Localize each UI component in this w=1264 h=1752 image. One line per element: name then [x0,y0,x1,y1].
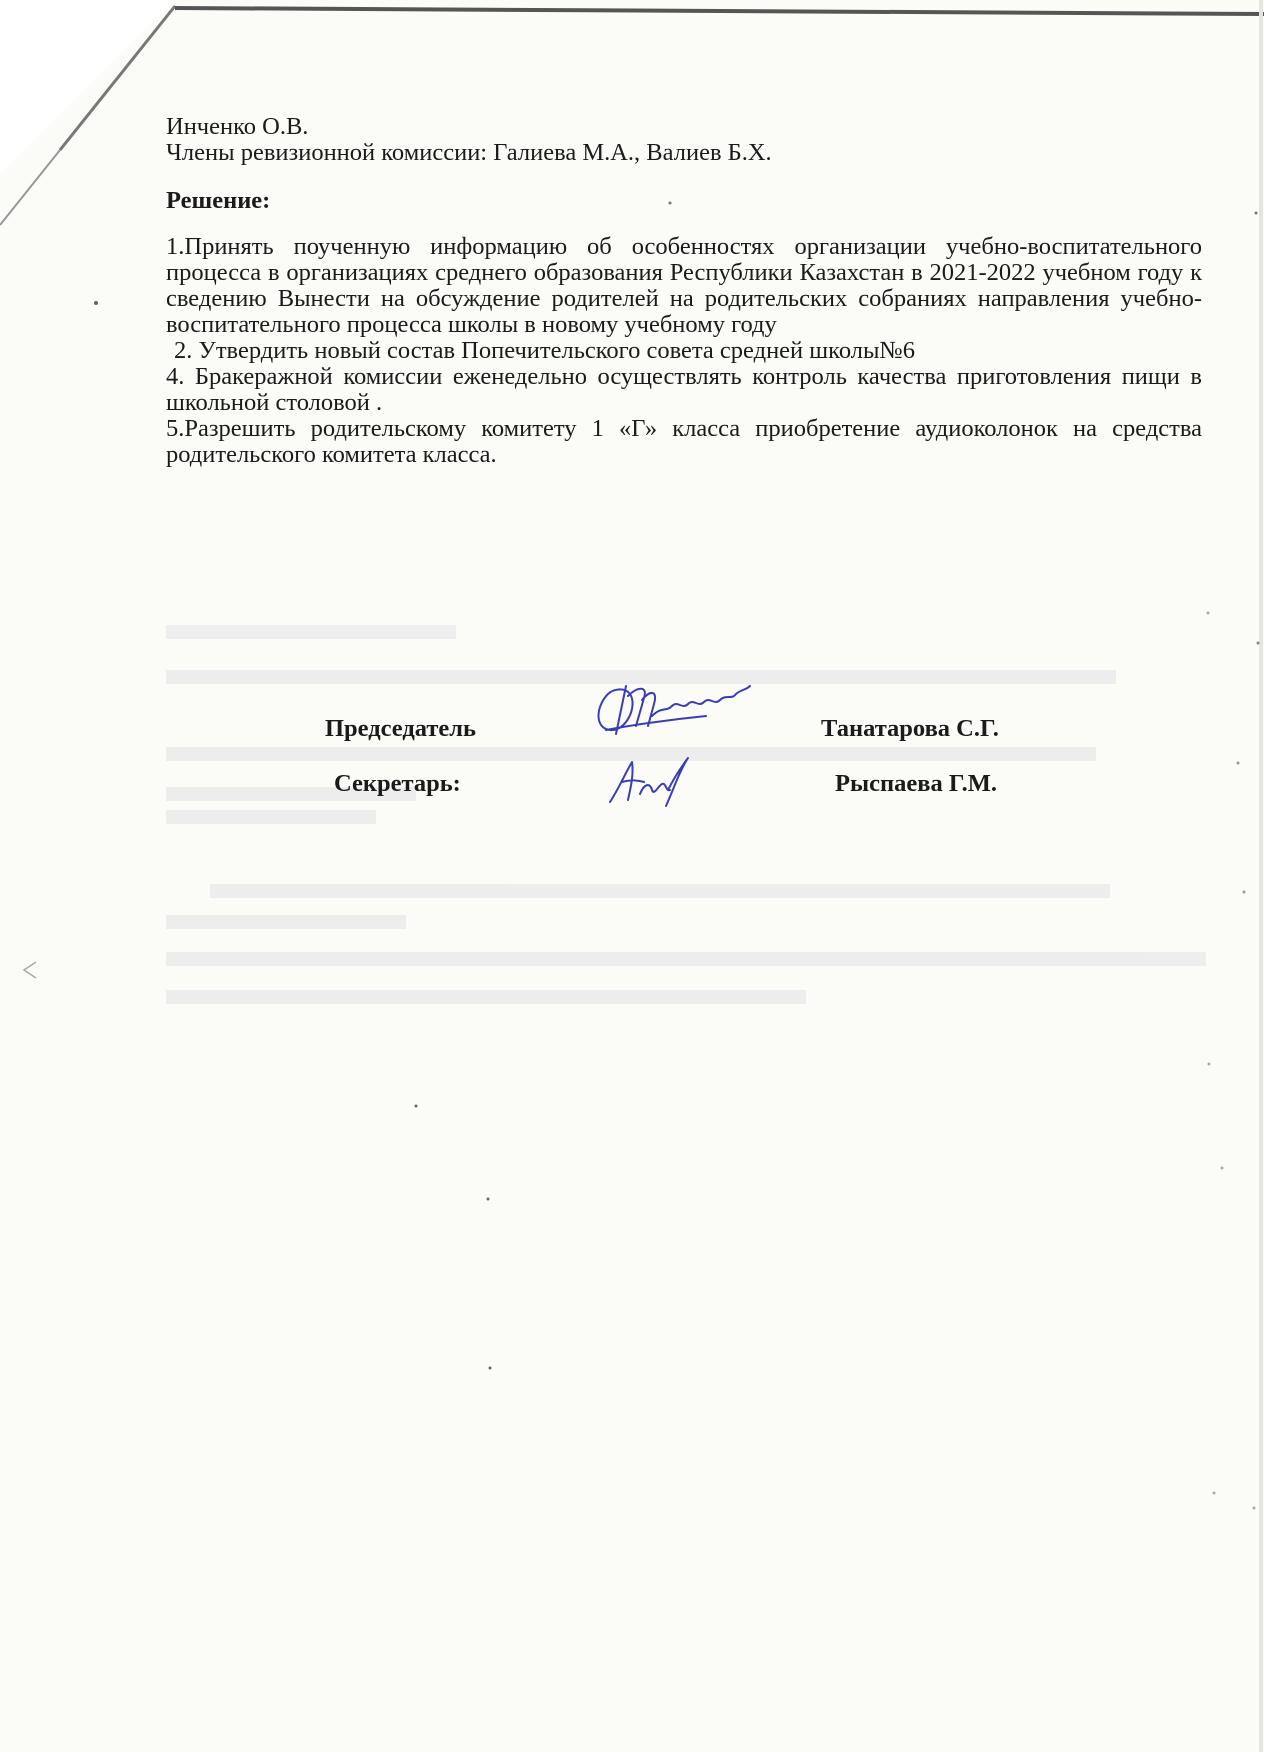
secretary-name: Рыспаева Г.М. [835,770,998,797]
decision-item-2: 2. Утвердить новый состав Попечительского совета средней школы№6 [174,337,916,364]
decision-item-1: 1.Принять поученную информацию об особенностях организации учебно-воспитательного процесса в организациях среднего образования Республики Казахстан в 2021-2022 учебном году к сведению Вынести на обсуждение родителей на родительских собраниях направления учебно-воспитательного процесса школы в новому учебному году [166,233,1202,338]
secretary-label: Секретарь: [334,770,461,797]
chairman-signature [586,676,756,756]
chairman-label: Председатель [325,715,476,742]
secretary-signature [604,750,694,810]
decision-item-4: 4. Бракеражной комиссии еженедельно осуществлять контроль качества приготовления пищи в школьной столовой . [166,363,1202,416]
minutes-text [166,114,1202,468]
decision-item-5: 5.Разрешить родительскому комитету 1 «Г» класса приобретение аудиоколонок на средства родительского комитета класса. [166,415,1202,468]
attendee-line: Инченко О.В. [166,113,309,140]
decision-heading: Решение: [166,187,271,214]
audit-commission-line: Члены ревизионной комиссии: Галиева М.А., Валиев Б.Х. [166,139,772,166]
chairman-name: Танатарова С.Г. [821,715,999,742]
